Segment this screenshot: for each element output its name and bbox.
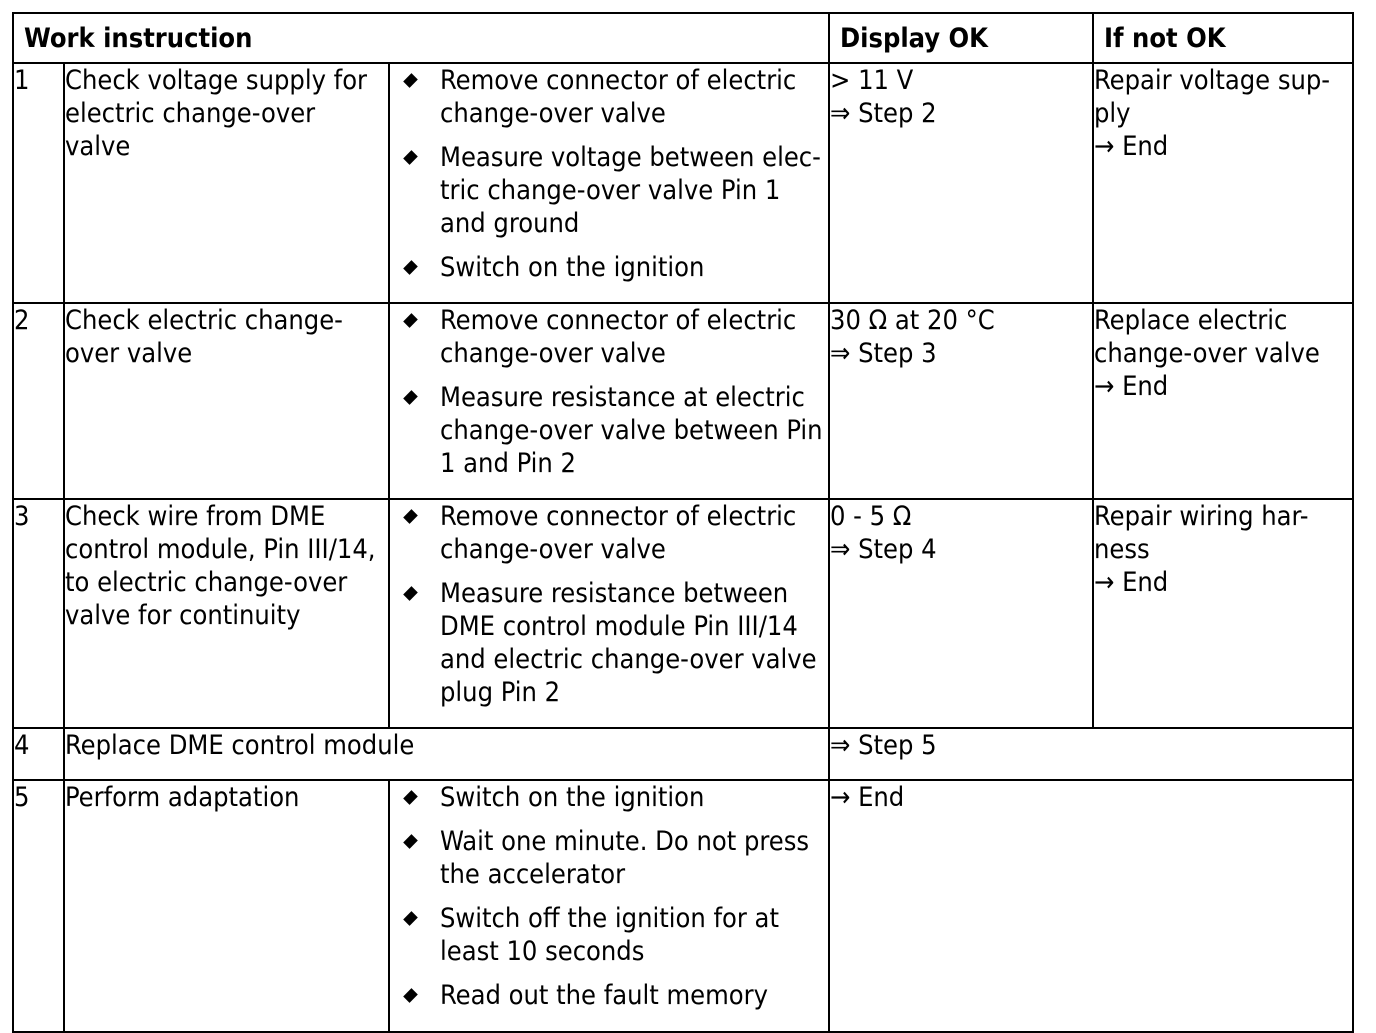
display-ok-cell: [829, 780, 1353, 1032]
diamond-bullet-icon: [403, 988, 418, 1003]
step-task: Check voltage supply for electric change-over valve: [64, 63, 389, 303]
table-row: [13, 303, 1353, 499]
action-item: Measure resistance at electric change-over valve between Pin 1 and Pin 2: [390, 381, 828, 480]
ok-value: > 11 V: [830, 65, 914, 96]
diamond-bullet-icon: [403, 911, 418, 926]
ok-next-step: ⇒ Step 3: [830, 338, 937, 369]
step-number: 1: [13, 63, 64, 303]
step-task: Replace DME control module: [64, 728, 829, 780]
step-actions: [389, 63, 829, 303]
table-row: [13, 499, 1353, 728]
step-task: Check electric change-over valve: [64, 303, 389, 499]
display-ok-cell: [829, 63, 1093, 303]
ok-next-step: ⇒ Step 4: [830, 534, 937, 565]
ok-next-step: → End: [830, 782, 905, 813]
step-actions: [389, 499, 829, 728]
action-item: Switch off the ignition for at least 10 seconds: [390, 902, 828, 968]
action-item: Remove connector of electric change-over valve: [390, 500, 828, 566]
diamond-bullet-icon: [403, 73, 418, 88]
if-not-ok-cell: [1093, 63, 1353, 303]
nok-next-step: → End: [1094, 371, 1169, 402]
nok-next-step: → End: [1094, 567, 1169, 598]
header-work-instruction: Work instruction: [13, 13, 829, 63]
step-number: 3: [13, 499, 64, 728]
step-task: Perform adaptation: [64, 780, 389, 1032]
step-number: 5: [13, 780, 64, 1032]
table-row: [13, 780, 1353, 1032]
step-number: 4: [13, 728, 64, 780]
display-ok-cell: [829, 303, 1093, 499]
diamond-bullet-icon: [403, 586, 418, 601]
action-item: Remove connector of electric change-over valve: [390, 64, 828, 130]
nok-text: Repair voltage sup-ply: [1094, 65, 1331, 129]
action-item: Measure voltage between elec-tric change-over valve Pin 1 and ground: [390, 141, 828, 240]
nok-next-step: → End: [1094, 131, 1169, 162]
diamond-bullet-icon: [403, 150, 418, 165]
step-actions: [389, 780, 829, 1032]
if-not-ok-cell: [1093, 499, 1353, 728]
diamond-bullet-icon: [403, 390, 418, 405]
ok-next-step: ⇒ Step 5: [830, 730, 937, 761]
step-task: Check wire from DME control module, Pin III/14, to electric change-over valve for continuity: [64, 499, 389, 728]
action-item: Wait one minute. Do not press the accelerator: [390, 825, 828, 891]
action-item: Measure resistance between DME control module Pin III/14 and electric change-over valve plug Pin 2: [390, 577, 828, 709]
header-display-ok: Display OK: [829, 13, 1093, 63]
diamond-bullet-icon: [403, 509, 418, 524]
ok-next-step: ⇒ Step 2: [830, 98, 937, 129]
action-item: Remove connector of electric change-over valve: [390, 304, 828, 370]
header-if-not-ok: If not OK: [1093, 13, 1353, 63]
step-actions: [389, 303, 829, 499]
diamond-bullet-icon: [403, 313, 418, 328]
ok-value: 30 Ω at 20 °C: [830, 305, 995, 336]
display-ok-cell: [829, 499, 1093, 728]
nok-text: Repair wiring har-ness: [1094, 501, 1309, 565]
work-instruction-table: [12, 12, 1354, 1033]
display-ok-cell: [829, 728, 1353, 780]
step-number: 2: [13, 303, 64, 499]
if-not-ok-cell: [1093, 303, 1353, 499]
table-row: [13, 728, 1353, 780]
action-item: Switch on the ignition: [390, 251, 828, 284]
diamond-bullet-icon: [403, 260, 418, 275]
nok-text: Replace electric change-over valve: [1094, 305, 1320, 369]
diamond-bullet-icon: [403, 834, 418, 849]
action-item: Switch on the ignition: [390, 781, 828, 814]
header-row: [13, 13, 1353, 63]
action-item: Read out the fault memory: [390, 979, 828, 1012]
diamond-bullet-icon: [403, 790, 418, 805]
ok-value: 0 - 5 Ω: [830, 501, 912, 532]
table-row: [13, 63, 1353, 303]
